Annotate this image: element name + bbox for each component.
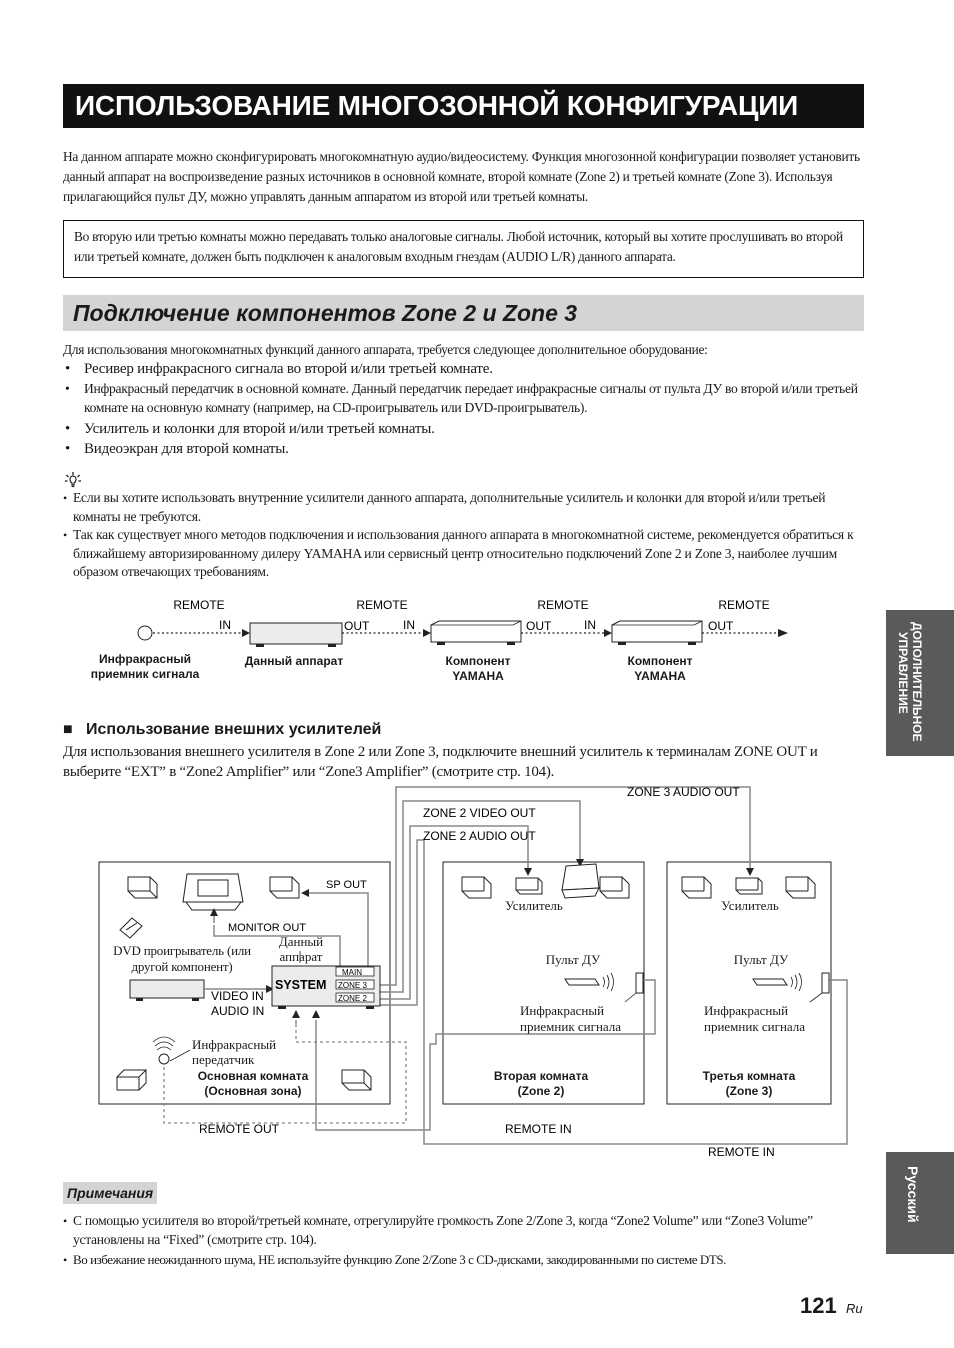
arrow-icon xyxy=(778,629,788,637)
zone3-label: ZONE 3 xyxy=(338,981,367,990)
section-tab-line1: ДОПОЛНИТЕЛЬНОЕ xyxy=(910,622,924,742)
amplifier-caption: Усилитель xyxy=(721,898,779,913)
tip-item: • Так как существует много методов подключения и использования данного аппарата в многокомнатной системе, рекомендуется обратиться к ближайшему авторизированному дилеру YAMAHA или сервисный центр относительно подключений Zone 2 и Zone 3, наиболее лучшим образом отвечающих требованиям. xyxy=(63,526,864,582)
speaker-icon xyxy=(682,877,711,898)
arrow-icon xyxy=(423,629,431,637)
video-in-label: VIDEO IN xyxy=(211,989,264,1003)
tip-item: • Если вы хотите использовать внутренние усилители данного аппарата, дополнительные усилитель и колонки для второй и/или третьей комнаты не требуются. xyxy=(63,489,864,526)
requirements-intro: Для использования многокомнатных функций данного аппарата, требуется следующее дополнительное оборудование: xyxy=(63,342,708,357)
remote-label: REMOTE xyxy=(718,598,770,612)
external-amps-heading xyxy=(63,719,381,741)
lightbulb-tip-icon xyxy=(63,470,83,490)
remote-control-caption: Пульт ДУ xyxy=(733,952,789,967)
this-unit-caption: Данный аппарат xyxy=(278,934,324,964)
out-label: OUT xyxy=(708,619,734,633)
notes-list xyxy=(63,1212,864,1270)
section-side-tab xyxy=(886,610,954,756)
yamaha-component-icon xyxy=(431,621,521,645)
amplifier-icon xyxy=(736,878,762,894)
ir-receiver-icon xyxy=(636,973,643,993)
system-label: SYSTEM xyxy=(275,978,327,992)
language-tab-label: Русский xyxy=(905,1166,921,1223)
this-unit-caption: Данный аппарат xyxy=(244,654,344,668)
language-side-tab xyxy=(886,1152,954,1254)
in-label: IN xyxy=(403,618,415,632)
third-room-caption: Третья комната (Zone 3) xyxy=(702,1069,796,1098)
notes-title: Примечания xyxy=(63,1182,157,1204)
ir-receiver-caption: Инфракрасный приемник сигнала xyxy=(704,1003,806,1034)
amplifier-icon xyxy=(516,878,542,894)
speaker-icon xyxy=(462,877,491,898)
note-item: • Во избежание неожиданного шума, НЕ используйте функцию Zone 2/Zone 3 с CD-дисками, закодированными по системе DTS. xyxy=(63,1251,864,1270)
section-title: Подключение компонентов Zone 2 и Zone 3 xyxy=(63,295,864,331)
receiver-box-icon xyxy=(250,623,342,647)
ir-receiver-icon xyxy=(138,626,152,640)
remote-in-label: REMOTE IN xyxy=(505,1122,572,1136)
audio-in-label: AUDIO IN xyxy=(211,1004,265,1018)
intro-paragraph: На данном аппарате можно сконфигурировать многокомнатную аудио/видеосистему. Функция многозонной конфигурации позволяет установить данный аппарат на воспроизведение разных источников в основной комнате, второй комнате (Zone 2) и третьей комнате (Zone 3). Используя прилагающийся пульт ДУ, можно управлять данным аппаратом из второй или третьей комнаты. xyxy=(63,149,860,204)
remote-label: REMOTE xyxy=(356,598,408,612)
out-label: OUT xyxy=(344,619,370,633)
zone2-label: ZONE 2 xyxy=(338,994,367,1003)
requirements-list xyxy=(63,359,864,459)
speaker-icon xyxy=(128,877,157,898)
zone2-audio-out-label: ZONE 2 AUDIO OUT xyxy=(423,829,536,843)
page-title: ИСПОЛЬЗОВАНИЕ МНОГОЗОННОЙ КОНФИГУРАЦИИ xyxy=(63,84,864,128)
remote-in-label: REMOTE IN xyxy=(708,1145,775,1159)
dvd-player-caption: DVD проигрыватель (или другой компонент) xyxy=(113,943,251,974)
ir-emitter-caption: Инфракрасный передатчик xyxy=(192,1037,277,1067)
yamaha-component-caption: Компонент YAMAHA xyxy=(445,654,511,683)
analog-signal-notice: Во вторую или третью комнаты можно передавать только аналоговые сигналы. Любой источник, который вы хотите прослушивать во второй или третьей комнате, должен быть подключен к аналоговым входным гнездам (AUDIO L/R) данного аппарата. xyxy=(63,220,864,278)
ir-receiver-caption: Инфракрасный приемник сигнала xyxy=(90,652,200,681)
ir-receiver-caption: Инфракрасный приемник сигнала xyxy=(520,1003,622,1034)
speaker-icon xyxy=(270,877,299,898)
ir-receiver-icon xyxy=(822,973,829,993)
yamaha-component-icon xyxy=(612,621,702,645)
tips-list xyxy=(63,489,864,582)
speaker-icon xyxy=(786,877,815,898)
monitor-out-label: MONITOR OUT xyxy=(228,922,307,934)
remote-control-caption: Пульт ДУ xyxy=(545,952,601,967)
tv-icon xyxy=(183,874,243,910)
external-amps-heading-text: Использование внешних усилителей xyxy=(86,721,382,738)
out-label: OUT xyxy=(526,619,552,633)
in-label: IN xyxy=(219,618,231,632)
speaker-icon xyxy=(600,877,629,898)
remote-out-label: REMOTE OUT xyxy=(199,1122,279,1136)
section-tab-line2: УПРАВЛЕНИЕ xyxy=(896,632,910,714)
speaker-icon xyxy=(342,1070,371,1090)
in-label: IN xyxy=(584,618,596,632)
zone2-video-out-label: ZONE 2 VIDEO OUT xyxy=(423,806,536,820)
note-item: • С помощью усилителя во второй/третьей комнате, отрегулируйте громкость Zone 2/Zone 3, когда “Zone2 Volume” или “Zone3 Volume” установлены на “Fixed” (смотрите стр. 104). xyxy=(63,1212,864,1249)
page-language-suffix: Ru xyxy=(846,1301,863,1316)
page-number: 121 xyxy=(800,1293,837,1318)
requirement-item: • Видеоэкран для второй комнаты. xyxy=(63,439,864,459)
main-room-caption: Основная комната (Основная зона) xyxy=(197,1069,309,1098)
arrow-icon xyxy=(604,629,612,637)
remote-label: REMOTE xyxy=(537,598,589,612)
requirement-item: • Ресивер инфракрасного сигнала во второй и/или третьей комнате. xyxy=(63,359,864,379)
remote-label: REMOTE xyxy=(173,598,225,612)
tv-icon xyxy=(562,864,599,898)
sp-out-label: SP OUT xyxy=(326,879,367,891)
external-amps-text: Для использования внешнего усилителя в Zone 2 или Zone 3, подключите внешний усилитель к терминалам ZONE OUT и выберите “EXT” в “Zone2 Amplifier” или “Zone3 Amplifier” (смотрите стр. 104). xyxy=(63,744,818,780)
yamaha-component-caption: Компонент YAMAHA xyxy=(627,654,693,683)
dvd-player-icon xyxy=(130,980,204,1001)
requirement-item: • Усилитель и колонки для второй и/или третьей комнаты. xyxy=(63,419,864,439)
zone3-audio-out-label: ZONE 3 AUDIO OUT xyxy=(627,785,740,799)
requirement-item: • Инфракрасный передатчик в основной комнате. Данный передатчик передает инфракрасные сигналы от пульта ДУ во второй и/или третьей комнате на основную комнату (например, на CD-проигрыватель или DVD-проигрыватель). xyxy=(63,379,864,417)
main-label: MAIN xyxy=(342,968,362,977)
heading-marker: ■ xyxy=(63,721,73,738)
amplifier-caption: Усилитель xyxy=(505,898,563,913)
second-room-caption: Вторая комната (Zone 2) xyxy=(493,1069,589,1098)
arrow-icon xyxy=(242,629,250,637)
